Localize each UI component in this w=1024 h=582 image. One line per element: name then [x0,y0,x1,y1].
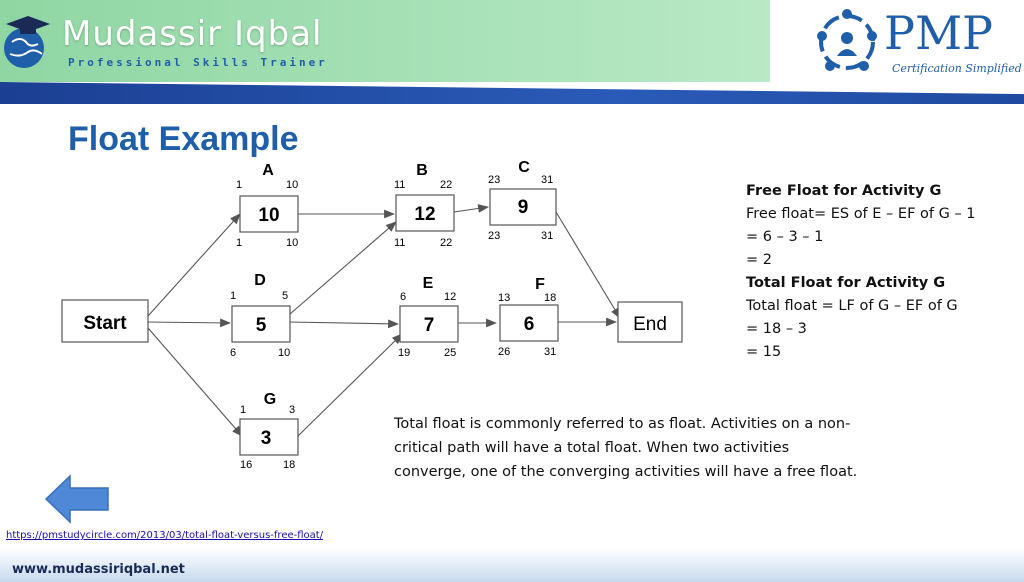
node-a-duration: 10 [258,205,280,226]
node-g-lf: 18 [283,459,296,471]
node-e-duration: 7 [423,315,435,336]
reference-link[interactable]: https://pmstudycircle.com/2013/03/total-float-versus-free-float/ [6,530,324,541]
total-float-line: Total float = LF of G – EF of G [746,298,958,314]
node-f-duration: 6 [523,314,535,335]
node-a [236,162,298,249]
website-url: www.mudassiriqbal.net [12,562,185,577]
pmp-logo-text: PMP [884,6,994,60]
node-d-lf: 10 [278,347,291,359]
node-a-ls: 1 [236,237,243,249]
total-float-heading: Total Float for Activity G [746,275,946,291]
node-b-es: 11 [394,179,406,191]
start-node [62,300,148,342]
node-f-ls: 26 [498,346,511,358]
node-b [394,162,454,249]
end-label: End [633,314,667,335]
total-float-line: = 15 [746,344,782,360]
end-node [618,302,682,342]
node-c [488,159,556,242]
node-f-id: F [535,276,545,293]
node-g-duration: 3 [260,428,272,449]
node-d-duration: 5 [255,315,267,336]
node-g-es: 1 [240,404,247,416]
edge-c-end [556,212,620,318]
node-d [230,272,290,359]
free-float-line: Free float= ES of E – EF of G – 1 [746,206,976,222]
node-f-es: 13 [498,292,511,304]
edge-b-c [454,207,488,212]
node-b-id: B [416,162,428,179]
node-g-ef: 3 [289,404,296,416]
slide-title: Float Example [68,120,299,158]
node-c-es: 23 [488,174,501,186]
node-b-lf: 22 [440,237,453,249]
node-a-id: A [262,162,274,179]
node-g-ls: 16 [240,459,253,471]
edge-d-e [290,322,398,324]
left-arrow-icon[interactable] [44,474,110,524]
node-f-ef: 18 [544,292,557,304]
node-f-lf: 31 [544,346,557,358]
node-d-es: 1 [230,290,237,302]
node-g-id: G [263,391,277,408]
node-c-lf: 31 [541,230,554,242]
float-explanation [394,412,914,484]
node-d-ls: 6 [230,347,237,359]
node-a-lf: 10 [286,237,299,249]
edge-start-a [148,214,243,316]
note-line: converge, one of the converging activities will have a free float. [394,464,858,480]
total-float-line: = 18 – 3 [746,321,807,337]
note-line: critical path will have a total float. When two activities [394,440,790,456]
note-line: Total float is commonly referred to as float. Activities on a non- [394,416,851,432]
node-e-id: E [422,275,434,292]
free-float-heading: Free Float for Activity G [746,183,942,199]
brand-name: Mudassir Iqbal [62,14,323,54]
edge-start-g [148,328,242,436]
free-float-line: = 6 – 3 – 1 [746,229,824,245]
node-f [498,276,558,358]
node-e-lf: 25 [444,347,457,359]
node-b-duration: 12 [414,204,436,225]
edge-g-e [298,334,402,436]
node-e [398,275,458,359]
node-e-ef: 12 [444,291,457,303]
node-c-ef: 31 [541,174,554,186]
node-d-id: D [254,272,266,289]
node-a-ef: 10 [286,179,299,191]
node-e-ls: 19 [398,347,411,359]
node-a-es: 1 [236,179,243,191]
brand-tagline: Professional Skills Trainer [68,56,328,69]
node-e-es: 6 [400,291,407,303]
start-label: Start [83,313,127,334]
free-float-line: = 2 [746,252,772,268]
node-c-id: C [518,159,530,176]
edge-d-b [290,222,396,314]
edge-start-d [148,322,230,323]
node-c-duration: 9 [517,197,529,218]
pmp-logo-subtitle: Certification Simplified [892,62,1022,75]
float-calculation [746,180,976,364]
node-c-ls: 23 [488,230,501,242]
node-b-ef: 22 [440,179,453,191]
node-d-ef: 5 [282,290,289,302]
node-g [240,391,298,471]
node-b-ls: 11 [394,237,406,249]
